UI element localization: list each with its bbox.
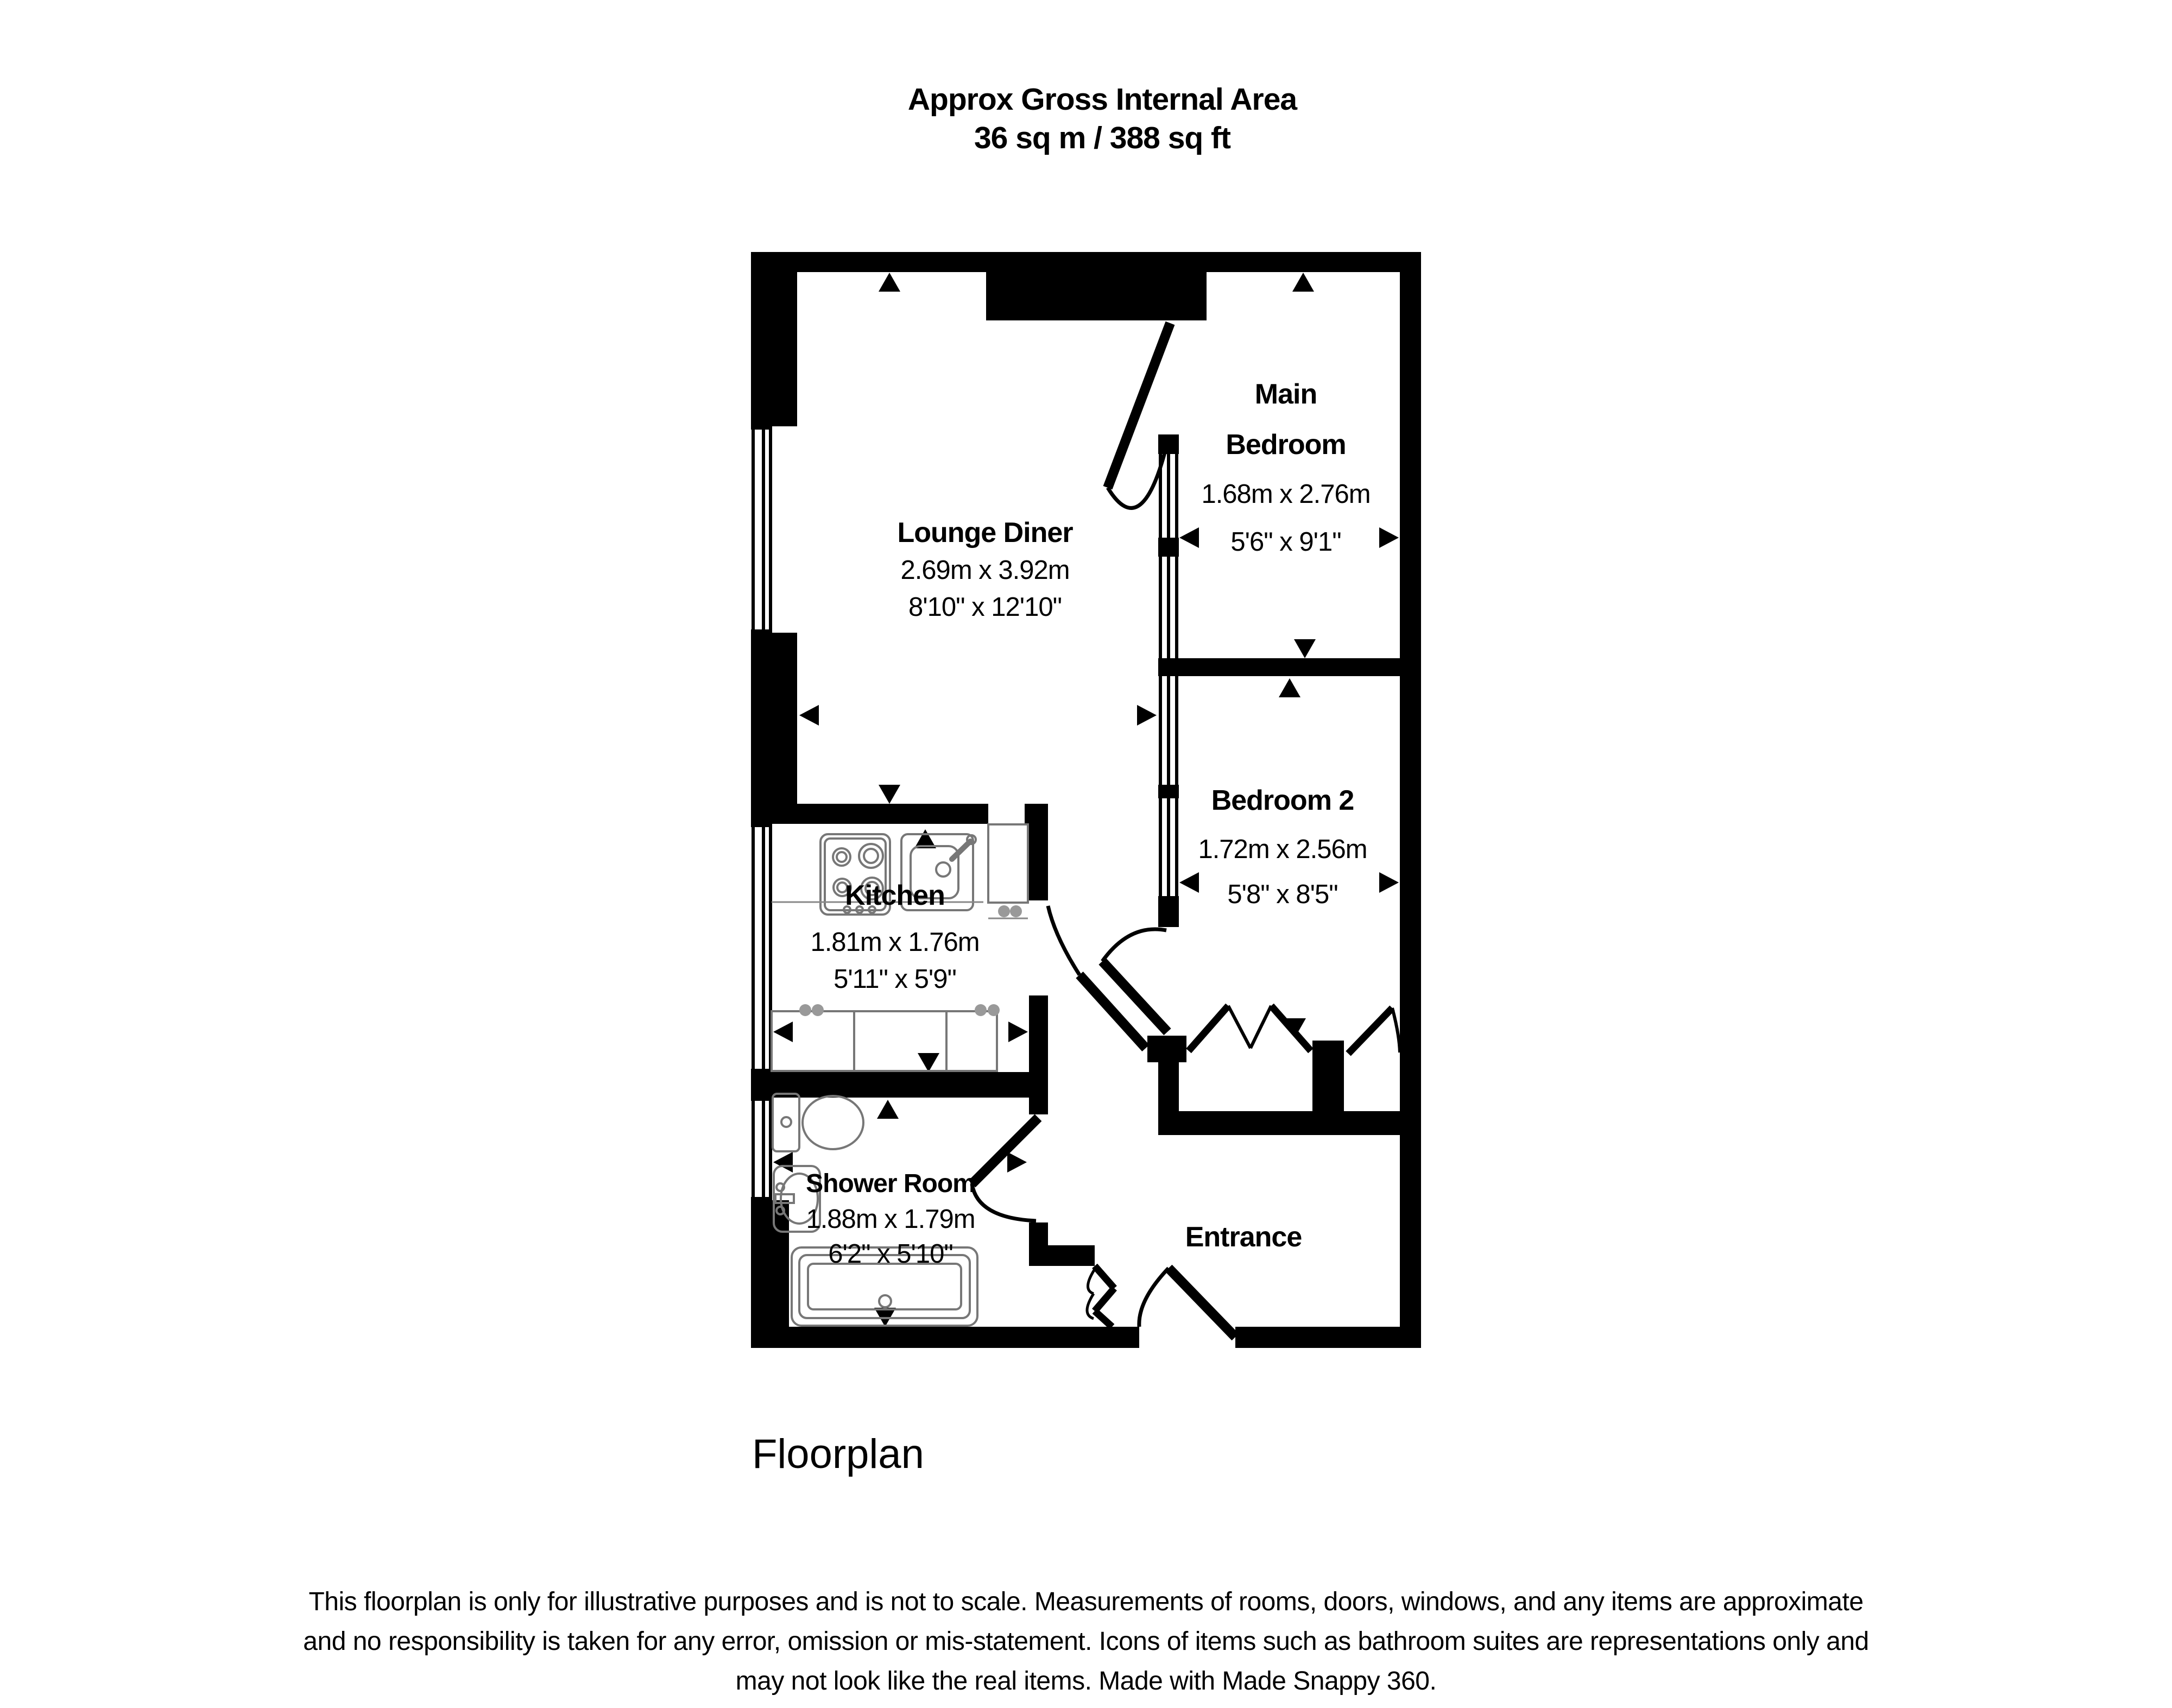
room-label-entrance: Entrance bbox=[1185, 1221, 1302, 1253]
room-metric-kitchen: 1.81m x 1.76m bbox=[810, 928, 980, 957]
wall-left-pier-middle bbox=[751, 633, 797, 809]
wall-hall-top bbox=[1158, 1111, 1421, 1135]
arrow-up-icon bbox=[877, 1100, 899, 1119]
window-lounge-icon bbox=[751, 426, 772, 633]
wall-wardrobe-right-stub bbox=[1312, 1041, 1344, 1111]
page-title-line2: 36 sq m / 388 sq ft bbox=[974, 121, 1231, 155]
room-imperial-bedroom2: 5'8" x 8'5" bbox=[1227, 880, 1338, 909]
arrow-left-icon bbox=[799, 705, 819, 726]
window-shower-icon bbox=[751, 1098, 772, 1200]
wall-kitchen-right-upper bbox=[1029, 824, 1048, 900]
toilet-icon bbox=[773, 1094, 863, 1151]
wall-top-middle-block bbox=[986, 253, 1207, 320]
wall-bottom-left bbox=[751, 1327, 1139, 1348]
wall-bed2-door-jamb bbox=[1147, 1036, 1186, 1062]
disclaimer-line2: and no responsibility is taken for any error, omission or mis-statement. Icons of items such as bathroom suites are representations only and bbox=[303, 1627, 1869, 1656]
room-label-lounge: Lounge Diner bbox=[897, 517, 1073, 549]
arrow-left-icon bbox=[1179, 527, 1199, 548]
room-imperial-main-bedroom: 5'6" x 9'1" bbox=[1230, 527, 1341, 557]
arrow-right-icon bbox=[1379, 872, 1399, 893]
arrow-left-icon bbox=[1179, 872, 1199, 893]
kitchen-cabinets-icon bbox=[772, 1004, 1000, 1071]
room-metric-shower-room: 1.88m x 1.79m bbox=[806, 1205, 975, 1234]
room-label-main-bedroom-2: Bedroom bbox=[1226, 429, 1346, 461]
room-label-main-bedroom-1: Main bbox=[1254, 379, 1317, 410]
arrow-right-icon bbox=[1007, 1152, 1027, 1173]
door-entrance-icon bbox=[1139, 1268, 1235, 1337]
room-imperial-kitchen: 5'11" x 5'9" bbox=[834, 965, 956, 994]
wall-bedroom-divider bbox=[1158, 658, 1421, 676]
wall-wardrobe-left bbox=[1158, 1062, 1179, 1135]
disclaimer-line1: This floorplan is only for illustrative purposes and is not to scale. Measurements of rooms, doors, windows, and any items are approximate bbox=[308, 1587, 1864, 1616]
wall-left-pier-lower bbox=[751, 1200, 789, 1348]
door-closet-bifold-icon bbox=[1087, 1266, 1114, 1327]
room-label-kitchen: Kitchen bbox=[845, 880, 945, 911]
room-imperial-shower-room: 6'2" x 5'10" bbox=[828, 1239, 953, 1269]
arrow-down-icon bbox=[879, 785, 900, 804]
floorplan-caption: Floorplan bbox=[752, 1431, 924, 1477]
arrow-right-icon bbox=[1379, 527, 1399, 548]
wall-window-junction-1 bbox=[1158, 538, 1179, 557]
room-label-shower-room: Shower Room bbox=[806, 1169, 975, 1198]
arrow-down-icon bbox=[1294, 639, 1316, 658]
arrow-right-icon bbox=[1008, 1022, 1028, 1042]
kitchen-unit-icon bbox=[988, 824, 1028, 918]
arrow-right-icon bbox=[1137, 705, 1157, 726]
wall-window-junction-2 bbox=[1158, 785, 1179, 798]
room-label-bedroom2: Bedroom 2 bbox=[1211, 785, 1354, 816]
wall-window-column-pier bbox=[1158, 896, 1179, 927]
arrow-left-icon bbox=[773, 1022, 793, 1042]
arrow-up-icon bbox=[879, 273, 900, 292]
arrow-down-icon bbox=[918, 1053, 939, 1072]
wall-right bbox=[1400, 252, 1421, 1348]
arrow-up-icon bbox=[1279, 678, 1300, 697]
wall-kitchen-top-return bbox=[1025, 804, 1048, 824]
disclaimer-line3: may not look like the real items. Made with Made Snappy 360. bbox=[735, 1667, 1437, 1696]
wall-bottom-right bbox=[1235, 1327, 1421, 1348]
room-metric-lounge: 2.69m x 3.92m bbox=[900, 556, 1070, 585]
wall-shower-right-stub bbox=[1029, 1222, 1048, 1266]
page-title-line1: Approx Gross Internal Area bbox=[907, 82, 1297, 117]
room-imperial-lounge: 8'10" x 12'10" bbox=[908, 593, 1062, 622]
door-kitchen-icon bbox=[1048, 906, 1146, 1048]
room-metric-main-bedroom: 1.68m x 2.76m bbox=[1201, 480, 1371, 509]
door-shower-icon bbox=[972, 1118, 1038, 1221]
wall-kitchen-top bbox=[751, 804, 988, 824]
room-metric-bedroom2: 1.72m x 2.56m bbox=[1198, 835, 1367, 864]
window-kitchen-icon bbox=[751, 824, 772, 1072]
wall-left-pier-upper bbox=[751, 252, 797, 426]
arrow-up-icon bbox=[1292, 273, 1314, 292]
wall-entrance-stub bbox=[1048, 1245, 1095, 1266]
